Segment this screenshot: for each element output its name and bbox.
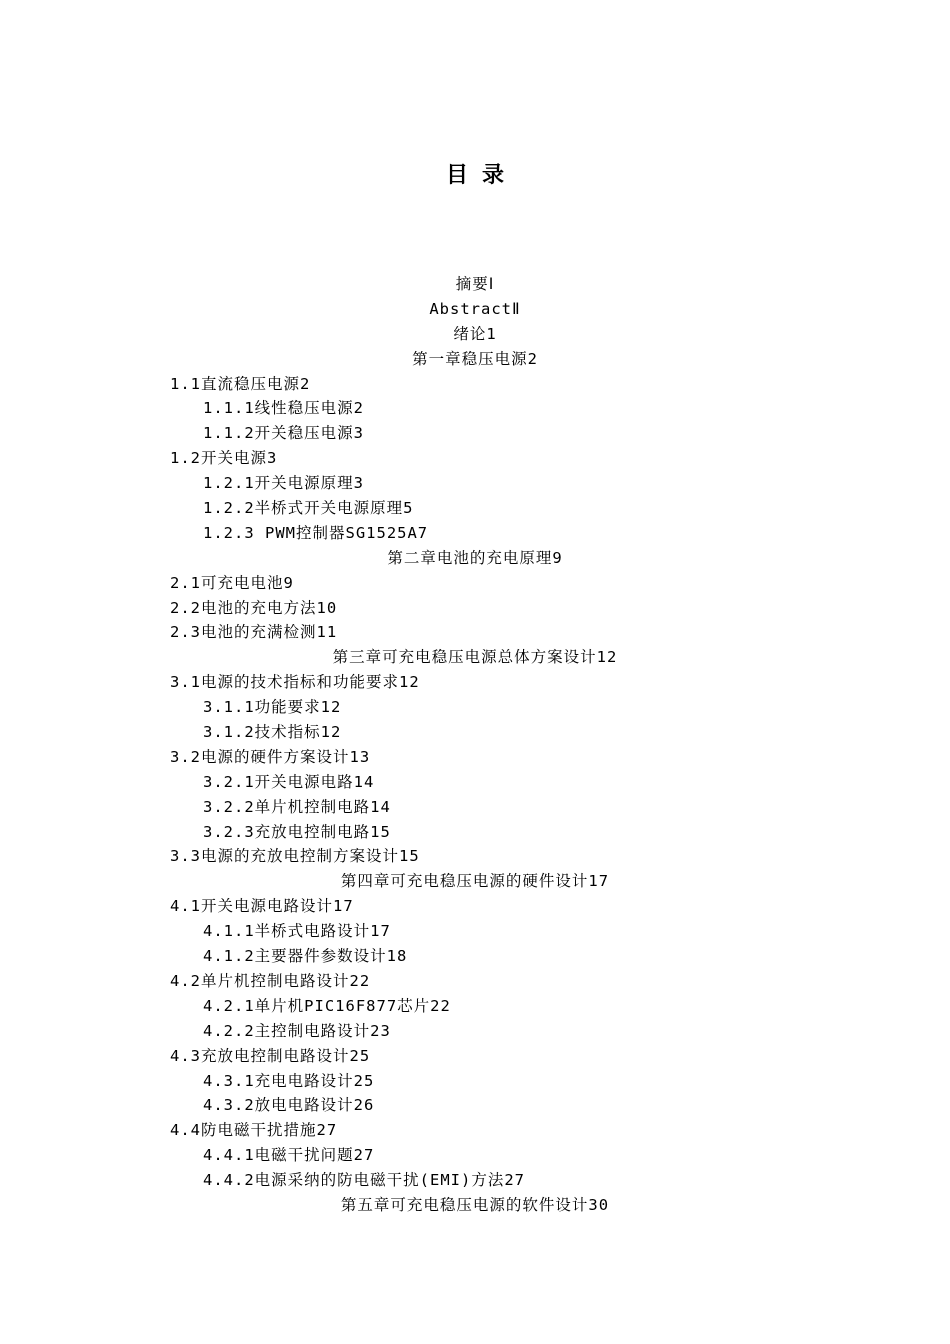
toc-chapter-entry: 摘要Ⅰ [455, 275, 495, 293]
toc-subsection-entry: 1.2.3 PWM控制器SG1525A7 [203, 523, 429, 542]
toc-subsection-entry: 4.2.2主控制电路设计23 [203, 1021, 391, 1040]
toc-section-entry: 4.3充放电控制电路设计25 [170, 1046, 371, 1065]
toc-chapter-entry: 第五章可充电稳压电源的软件设计30 [340, 1195, 610, 1214]
toc-chapter-entry: 第三章可充电稳压电源总体方案设计12 [332, 648, 618, 667]
toc-subsection-entry: 4.1.2主要器件参数设计18 [203, 947, 408, 966]
toc-subsection-entry: 3.2.2单片机控制电路14 [203, 797, 391, 816]
toc-section-entry: 4.4防电磁干扰措施27 [170, 1121, 338, 1140]
toc-section-entry: 3.3电源的充放电控制方案设计15 [170, 847, 420, 866]
toc-chapter-entry: 第四章可充电稳压电源的硬件设计17 [340, 872, 610, 891]
toc-section-entry: 4.1开关电源电路设计17 [170, 897, 354, 916]
toc-subsection-entry: 3.1.1功能要求12 [203, 698, 342, 717]
toc-subsection-entry: 1.1.1线性稳压电源2 [203, 399, 364, 418]
toc-chapter-entry: 第二章电池的充电原理9 [387, 548, 563, 567]
toc-section-entry: 4.2单片机控制电路设计22 [170, 971, 371, 990]
toc-subsection-entry: 4.3.1充电电路设计25 [203, 1071, 375, 1090]
toc-section-entry: 1.1直流稳压电源2 [170, 374, 311, 393]
toc-chapter-entry: 绪论1 [453, 324, 497, 343]
toc-section-entry: 1.2开关电源3 [170, 449, 278, 468]
toc-subsection-entry: 4.4.1电磁干扰问题27 [203, 1146, 375, 1165]
toc-chapter-entry: 第一章稳压电源2 [412, 349, 538, 368]
table-of-contents [0, 272, 950, 1218]
toc-section-entry: 3.1电源的技术指标和功能要求12 [170, 673, 420, 692]
toc-subsection-entry: 4.1.1半桥式电路设计17 [203, 922, 391, 941]
toc-subsection-entry: 3.2.3充放电控制电路15 [203, 822, 391, 841]
toc-chapter-entry: AbstractⅡ [429, 299, 521, 318]
toc-subsection-entry: 4.4.2电源采纳的防电磁干扰(EMI)方法27 [203, 1171, 525, 1190]
toc-subsection-entry: 4.3.2放电电路设计26 [203, 1096, 375, 1115]
page-title: 目录 [445, 163, 518, 188]
toc-section-entry: 2.3电池的充满检测11 [170, 623, 338, 642]
toc-subsection-entry: 1.2.2半桥式开关电源原理5 [203, 499, 414, 518]
toc-subsection-entry: 1.1.2开关稳压电源3 [203, 424, 364, 443]
toc-section-entry: 2.2电池的充电方法10 [170, 598, 338, 617]
toc-subsection-entry: 4.2.1单片机PIC16F877芯片22 [203, 996, 451, 1015]
toc-subsection-entry: 1.2.1开关电源原理3 [203, 474, 364, 493]
toc-section-entry: 2.1可充电电池9 [170, 573, 294, 592]
toc-subsection-entry: 3.2.1开关电源电路14 [203, 772, 375, 791]
toc-section-entry: 3.2电源的硬件方案设计13 [170, 747, 371, 766]
toc-subsection-entry: 3.1.2技术指标12 [203, 723, 342, 742]
